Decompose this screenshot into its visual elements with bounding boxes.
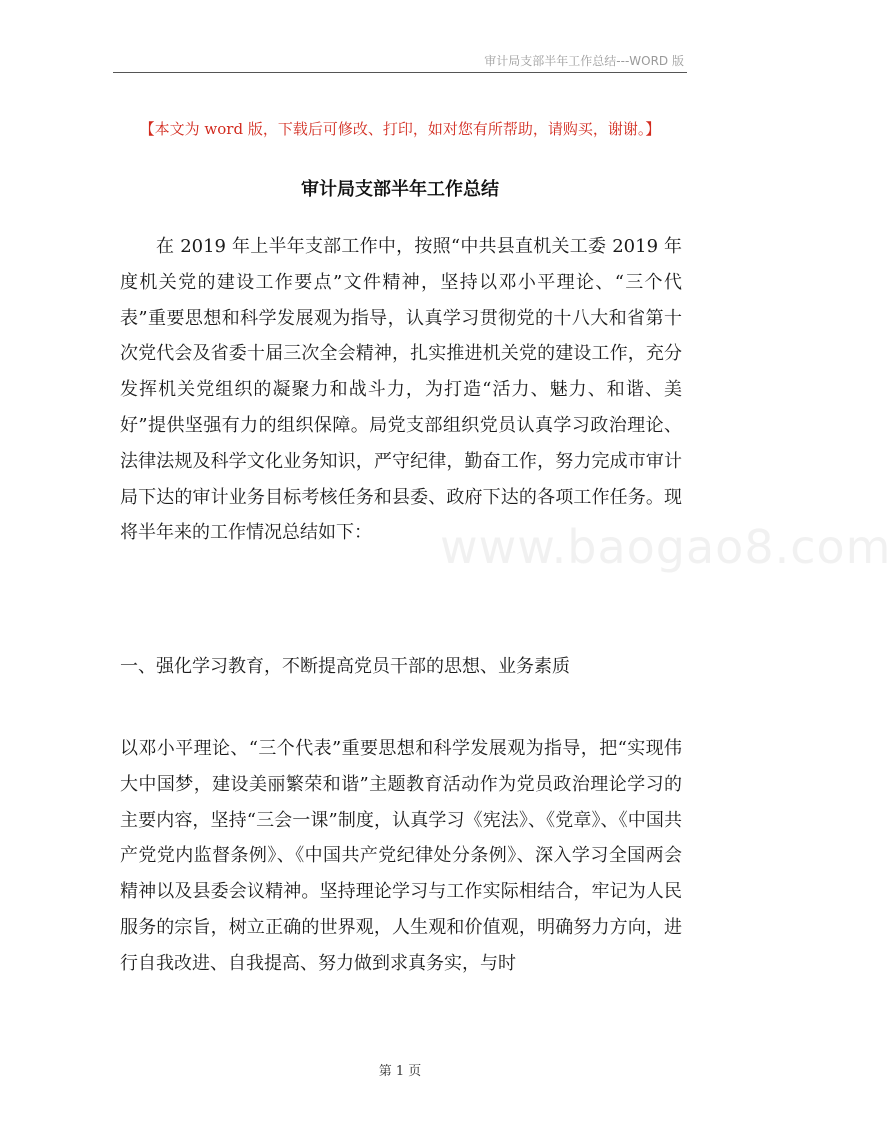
page-number: 第 1 页 [378,1064,422,1079]
download-notice: 【本文为 word 版，下载后可修改、打印，如对您有所帮助，请购买，谢谢。】 [139,120,661,138]
body-paragraph-1: 在 2019 年上半年支部工作中，按照“中共县直机关工委 2019 年度机关党的建设工作要点”文件精神，坚持以邓小平理论、“三个代表”重要思想和科学发展观为指导，认真学习贯彻党的十八大和省第十次党代会及省委十届三次全会精神，扎实推进机关党的建设工作，充分发挥机关党组织的凝聚力和战斗力，为打造“活力、魅力、和谐、美好”提供坚强有力的组织保障。局党支部组织党员认真学习政治理论、法律法规及科学文化业务知识，严守纪律，勤奋工作，努力完成市审计局下达的审计业务目标考核任务和县委、政府下达的各项工作任务。现将半年来的工作情况总结如下： [120,236,682,544]
section-heading-1: 一、强化学习教育，不断提高党员干部的思想、业务素质 [120,656,570,677]
watermark: www.baogao8.com [440,520,891,574]
body-paragraph-2: 以邓小平理论、“三个代表”重要思想和科学发展观为指导，把“实现伟大中国梦，建设美丽繁荣和谐”主题教育活动作为党员政治理论学习的主要内容，坚持“三会一课”制度，认真学习《宪法》、《党章》、《中国共产党党内监督条例》、《中国共产党纪律处分条例》、深入学习全国两会精神以及县委会议精神。坚持理论学习与工作实际相结合，牢记为人民服务的宗旨，树立正确的世界观，人生观和价值观，明确努力方向，进行自我改进、自我提高、努力做到求真务实，与时 [120,738,682,974]
running-header: 审计局支部半年工作总结---WORD 版 [484,54,684,68]
header-divider [113,72,687,73]
document-title: 审计局支部半年工作总结 [301,179,499,200]
